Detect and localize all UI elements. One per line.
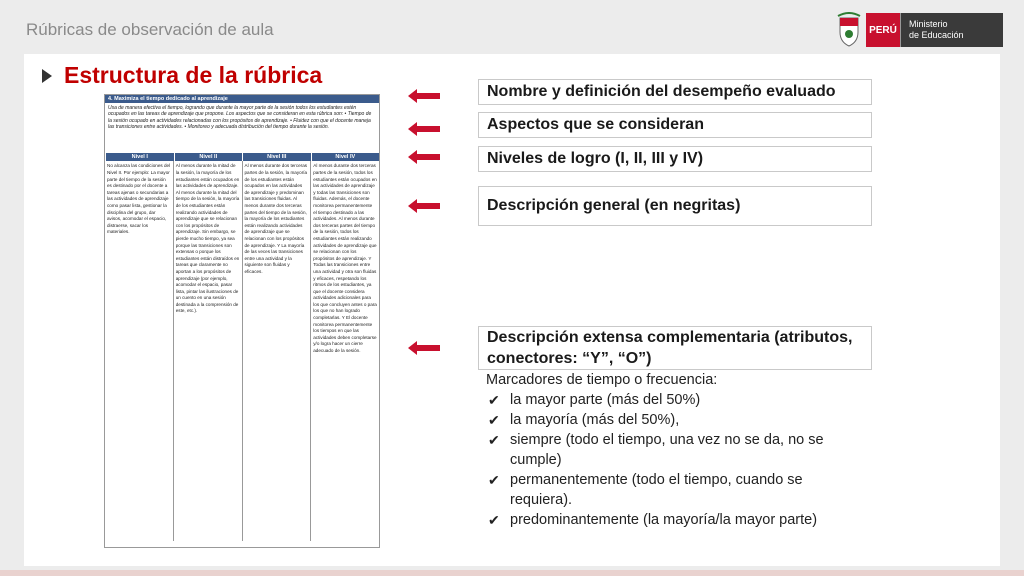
ministry-line2: de Educación	[909, 30, 964, 40]
level-column: Al menos durante la mitad de la sesión, la mayoría de los estudiantes están ocupados en las actividades de aprendizaje. Al menos durante la mitad del tiempo de la sesión, la mayoría de los estudiantes están realizando actividades de aprendizaje que se relacionan con los propósitos de aprendizaje. Sin embargo, se pierde mucho tiempo, ya sea porque las transiciones son extensas o porque los estudiantes están distraídos en tareas que claramente no aportan a los propósitos de aprendizaje (por ejemplo, acomodar el espacio, pasar lista, pintar las ilustraciones de un cuento en una sesión destinada a la comprensión de este, etc.).	[173, 161, 242, 541]
left-arrow-icon	[408, 150, 440, 164]
checkmark-icon: ✔	[488, 432, 500, 448]
level-header: Nivel IV	[311, 153, 380, 161]
list-item	[486, 510, 866, 530]
markers-list	[486, 390, 866, 530]
marker-text: predominantemente (la mayoría/la mayor parte)	[510, 512, 818, 528]
ministry-name	[900, 13, 1003, 47]
level-column: No alcanza las condiciones del Nivel II. Por ejemplo: La mayor parte del tiempo de la sesión es destinado por el docente a tareas ajenas o secundarias a las actividades de aprendizaje como pasar lista, gestionar la disciplina del grupo, dar avisos, acomodar el espacio, distraerse, sacar los materiales.	[107, 163, 171, 235]
label-extended-description: Descripción extensa complementaria (atributos, conectores: “Y”, “O”)	[478, 326, 872, 370]
time-markers	[486, 370, 866, 530]
level-column: Al menos durante dos terceras partes de la sesión, todos los estudiantes están ocupados en las actividades de aprendizaje y todas las transiciones son fluidas. Además, el docente monitorea permanentemente el tiempo destinado a las actividades. Al menos durante dos terceras partes del tiempo de la sesión, todos los estudiantes están realizando actividades de aprendizaje que se relacionan con los propósitos de aprendizaje. Y Todas las transiciones entre una actividad y otra son fluidas y eficaces, respetando los ritmos de los estudiantes, ya que el docente considera actividades adicionales para los que concluyen antes o para los que no han logrado completarlas. Y El docente monitorea permanentemente los tiempos en que las actividades deben completarse y/o logra hacer un cierre adecuado de la sesión.	[310, 161, 379, 541]
left-arrow-icon	[408, 122, 440, 136]
rubric-description: Usa de manera efectiva el tiempo, logrando que durante la mayor parte de la sesión todos los estudiantes estén ocupados en las tareas de aprendizaje que propone. Los aspectos que se consideran en esta rúbrica son: • Tiempo de la sesión ocupado en actividades relacionadas con los propósitos de aprendizaje. • Fluidez con que el docente maneja las transiciones entre actividades. • Monitoreo y adecuada distribución del tiempo durante la sesión.	[108, 105, 372, 130]
coat-of-arms-icon	[836, 12, 862, 48]
checkmark-icon: ✔	[488, 512, 500, 528]
checkmark-icon: ✔	[488, 412, 500, 428]
rubric-columns	[105, 161, 379, 541]
level-header: Nivel I	[105, 153, 174, 161]
rubric-image	[104, 94, 380, 548]
rubric-heading: 4. Maximiza el tiempo dedicado al aprendizaje	[105, 95, 379, 103]
slide-title	[42, 62, 322, 89]
level-column: Al menos durante dos terceras partes de la sesión, la mayoría de los estudiantes están ocupados en las actividades de aprendizaje y predominan las transiciones fluidas. Al menos durante dos terceras partes del tiempo de la sesión, la mayoría de los estudiantes están realizando actividades de aprendizaje que se relacionan con los propósitos de aprendizaje. Y La mayoría de las veces las transiciones entre una actividad y la siguiente son fluidas y eficaces.	[242, 161, 311, 541]
left-arrow-icon	[408, 89, 440, 103]
bullet-triangle-icon	[42, 69, 52, 83]
left-arrow-icon	[408, 341, 440, 355]
marker-text: la mayor parte (más del 50%)	[510, 392, 701, 408]
label-levels: Niveles de logro (I, II, III y IV)	[478, 146, 872, 172]
list-item	[486, 470, 866, 510]
label-name-definition: Nombre y definición del desempeño evaluado	[478, 79, 872, 105]
label-aspects: Aspectos que se consideran	[478, 112, 872, 138]
slide-title-text: Estructura de la rúbrica	[64, 62, 323, 88]
left-arrow-icon	[408, 199, 440, 213]
markers-heading: Marcadores de tiempo o frecuencia:	[486, 372, 718, 388]
marker-text: la mayoría (más del 50%),	[510, 412, 680, 428]
checkmark-icon: ✔	[488, 472, 500, 488]
list-item	[486, 410, 866, 430]
level-header: Nivel II	[174, 153, 243, 161]
level-header: Nivel III	[242, 153, 311, 161]
checkmark-icon: ✔	[488, 392, 500, 408]
bottom-bar	[0, 570, 1024, 576]
list-item	[486, 430, 866, 470]
ministry-line1: Ministerio	[909, 19, 948, 29]
marker-text: siempre (todo el tiempo, una vez no se da, no se cumple)	[510, 432, 824, 468]
label-general-description: Descripción general (en negritas)	[478, 186, 872, 226]
marker-text: permanentemente (todo el tiempo, cuando se requiera).	[510, 472, 803, 508]
header-title: Rúbricas de observación de aula	[26, 20, 274, 39]
rubric-levels	[105, 153, 379, 161]
list-item	[486, 390, 866, 410]
peru-badge: PERÚ	[866, 13, 900, 47]
ministry-logo	[836, 12, 1003, 48]
